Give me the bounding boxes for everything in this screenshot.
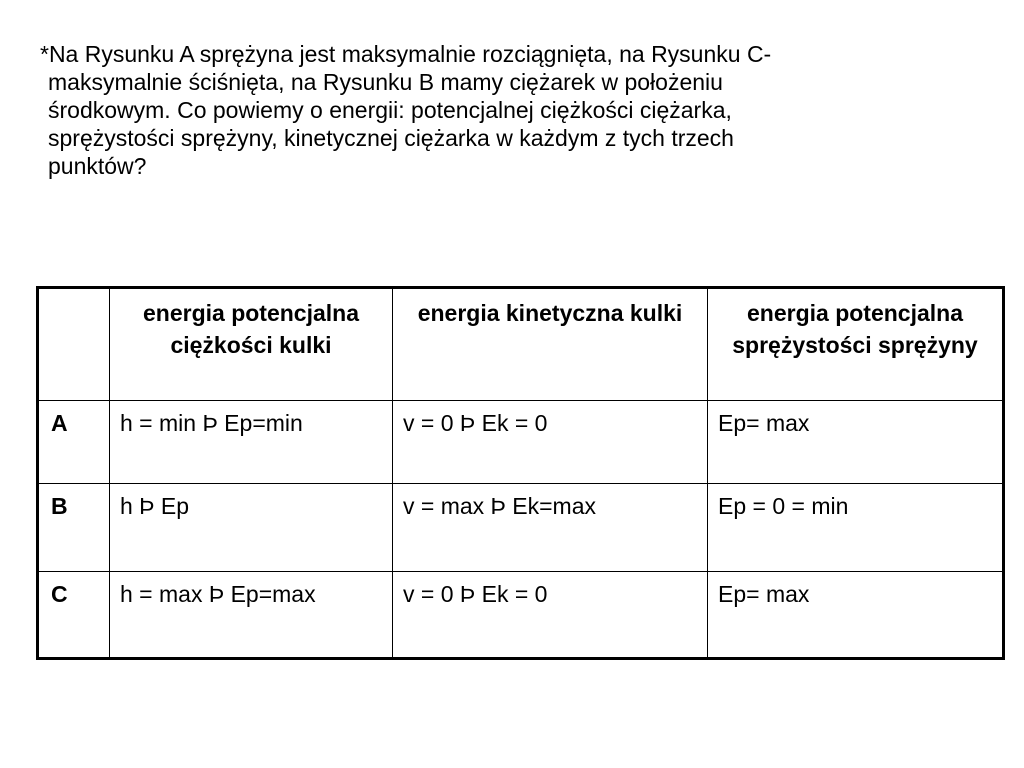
gravitational-energy-cell: h Þ Ep bbox=[110, 484, 393, 572]
row-label: B bbox=[38, 484, 110, 572]
row-label: C bbox=[38, 572, 110, 659]
question-text bbox=[40, 40, 970, 180]
header-empty-cell bbox=[38, 288, 110, 401]
question-line: sprężystości sprężyny, kinetycznej ciężarka w każdym z tych trzech bbox=[48, 125, 734, 151]
header-elastic-energy: energia potencjalna sprężystości sprężyny bbox=[708, 288, 1004, 401]
gravitational-energy-cell: h = min Þ Ep=min bbox=[110, 401, 393, 484]
elastic-energy-cell: Ep= max bbox=[708, 401, 1004, 484]
question-line: *Na Rysunku A sprężyna jest maksymalnie rozciągnięta, na Rysunku C- bbox=[40, 41, 772, 67]
table-row bbox=[38, 401, 1004, 484]
energy-table bbox=[36, 286, 1005, 660]
elastic-energy-cell: Ep= max bbox=[708, 572, 1004, 659]
energy-table-wrapper bbox=[36, 286, 1005, 660]
kinetic-energy-cell: v = 0 Þ Ek = 0 bbox=[393, 572, 708, 659]
table-row bbox=[38, 484, 1004, 572]
kinetic-energy-cell: v = max Þ Ek=max bbox=[393, 484, 708, 572]
kinetic-energy-cell: v = 0 Þ Ek = 0 bbox=[393, 401, 708, 484]
question-line: maksymalnie ściśnięta, na Rysunku B mamy ciężarek w położeniu bbox=[48, 69, 723, 95]
header-kinetic-energy: energia kinetyczna kulki bbox=[393, 288, 708, 401]
header-gravitational-energy: energia potencjalna ciężkości kulki bbox=[110, 288, 393, 401]
table-header-row bbox=[38, 288, 1004, 401]
gravitational-energy-cell: h = max Þ Ep=max bbox=[110, 572, 393, 659]
question-line: punktów? bbox=[48, 153, 147, 179]
table-row bbox=[38, 572, 1004, 659]
question-line: środkowym. Co powiemy o energii: potencjalnej ciężkości ciężarka, bbox=[48, 97, 732, 123]
elastic-energy-cell: Ep = 0 = min bbox=[708, 484, 1004, 572]
row-label: A bbox=[38, 401, 110, 484]
